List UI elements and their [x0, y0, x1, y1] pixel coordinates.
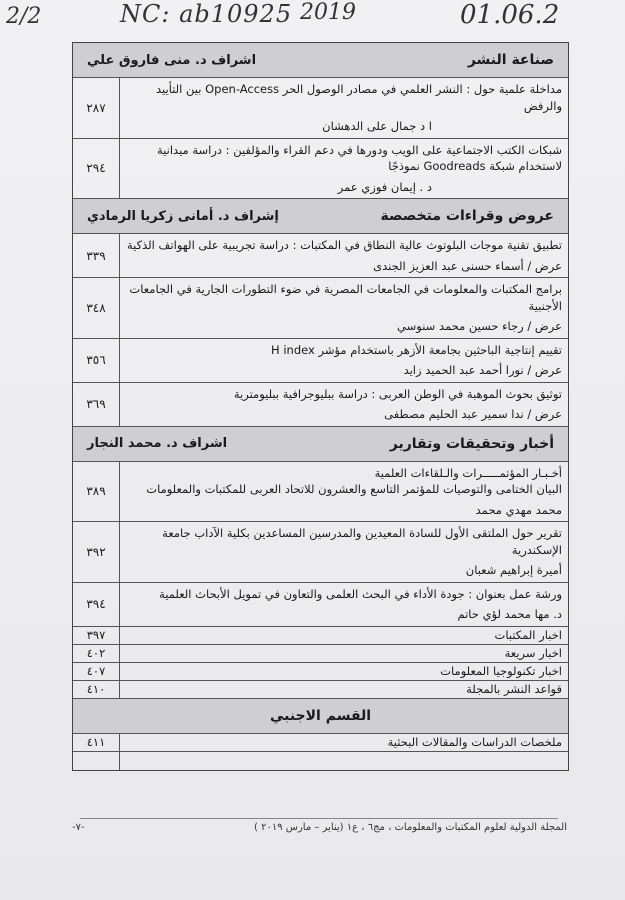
entry-title: توثيق بحوث الموهبة في الوطن العربى : دراسة ببليوجرافية ببليومترية	[233, 386, 562, 401]
entry-title: تطبيق تقنية موجات البلوتوث عالية النطاق في المكتبات : دراسة تجريبية على الهواتف الذكية	[127, 238, 562, 252]
entry-title: ملخصات الدراسات والمقالات البحثية	[387, 734, 562, 749]
handwritten-code: 2019	[300, 0, 356, 25]
entry-page-number: ٣٣٩	[73, 234, 120, 277]
section-header-reviews	[73, 199, 568, 234]
handwritten-nc-number: NC: ab10925	[120, 0, 293, 28]
entry-author: عرض / رجاء حسين محمد سنوسي	[397, 319, 562, 333]
entry-page-number: ٣٤٨	[73, 278, 120, 338]
section-supervisor: اشراف د. منى فاروق علي	[87, 52, 257, 68]
entry-title: تقرير حول الملتقى الأول للسادة المعيدين والمدرسين المساعدين بكلية الآداب جامعة الإسكندرية	[162, 526, 562, 557]
entry-title: اخبار المكتبات	[494, 627, 562, 642]
toc-blank-row	[73, 752, 568, 770]
entry-page-number: ٤١١	[73, 734, 120, 751]
footer-divider	[80, 818, 558, 819]
toc-entry	[73, 522, 568, 583]
toc-entry	[73, 78, 568, 139]
toc-entry	[73, 383, 568, 427]
toc-entry	[73, 139, 568, 200]
table-of-contents	[72, 42, 569, 771]
section-header-news	[73, 427, 568, 462]
toc-entry	[73, 627, 568, 645]
entry-author: د . إيمان فوزي عمر	[337, 179, 432, 194]
entry-author: عرض / ندا سمير عبد الحليم مصطفى	[384, 407, 562, 421]
entry-title: برامج المكتبات والمعلومات في الجامعات المصرية في ضوء التطورات الجارية في الجامعات الأجنبية	[129, 282, 562, 313]
entry-author: عرض / نورا أحمد عبد الحميد زايد	[403, 363, 562, 377]
entry-title: قواعد النشر بالمجلة	[466, 681, 562, 696]
entry-page-number: ٢٨٧	[73, 78, 120, 138]
entry-title: ورشة عمل بعنوان : جودة الأداء في البحث العلمى والتعاون في تمويل الأبحاث العلمية	[159, 586, 562, 601]
entry-title: شبكات الكتب الاجتماعية على الويب ودورها في دعم القراء والمؤلفين : دراسة ميدانية لاستخدام شبكة Goodreads نموذجًا	[157, 142, 562, 173]
entry-page-number: ٢٩٤	[73, 139, 120, 199]
entry-author: د. مها محمد لؤي حاتم	[457, 607, 562, 621]
section-title: عروض وقراءات متخصصة	[380, 208, 554, 224]
toc-entry	[73, 645, 568, 663]
toc-entry	[73, 234, 568, 278]
entry-author: أميرة إبراهيم شعبان	[465, 563, 562, 577]
toc-entry	[73, 278, 568, 339]
entry-page-number: ٤٠٧	[73, 663, 120, 680]
footer-page-number: -٧-	[72, 822, 85, 833]
section-supervisor: إشراف د. أمانى زكريا الرمادي	[87, 208, 279, 224]
entry-page-number: ٣٩٧	[73, 627, 120, 644]
section-supervisor: اشراف د. محمد النجار	[87, 436, 228, 451]
entry-page-number: ٣٩٢	[73, 522, 120, 582]
section-title: صناعة النشر	[467, 52, 554, 68]
section-title: القسم الاجنبي	[269, 707, 372, 724]
entry-page-number: ٣٩٤	[73, 583, 120, 626]
page-footer	[72, 822, 567, 833]
section-header-publishing	[73, 43, 568, 78]
entry-page-number: ٤٠٢	[73, 645, 120, 662]
toc-entry	[73, 663, 568, 681]
toc-entry	[73, 681, 568, 699]
section-header-foreign	[73, 699, 568, 734]
footer-journal-citation: المجلة الدولية لعلوم المكتبات والمعلومات ، مج٦ ، ع١ (يناير – مارس ٢٠١٩ )	[253, 822, 567, 833]
entry-author: عرض / أسماء حسنى عبد العزيز الجندى	[373, 258, 562, 273]
toc-entry	[73, 462, 568, 523]
entry-title: مداخلة علمية حول : النشر العلمي في مصادر الوصول الحر Open-Access بين التأييد والرفض	[156, 82, 562, 113]
handwritten-page-mark: 2/2	[6, 4, 42, 29]
entry-title: تقييم إنتاجية الباحثين بجامعة الأزهر باستخدام مؤشر H index	[271, 342, 562, 357]
entry-page-number: ٣٨٩	[73, 462, 120, 522]
toc-entry	[73, 734, 568, 752]
entry-page-number: ٤١٠	[73, 681, 120, 698]
toc-entry	[73, 583, 568, 627]
entry-title: اخبار تكنولوجيا المعلومات	[440, 663, 562, 678]
section-title: أخبار وتحقيقات وتقارير	[389, 435, 554, 452]
entry-title: البيان الختامى والتوصيات للمؤتمر التاسع والعشرون للاتحاد العربى للمكتبات والمعلومات	[146, 482, 562, 496]
entry-page-number: ٣٥٦	[73, 339, 120, 382]
toc-entry	[73, 339, 568, 383]
handwritten-date: 01.06.2	[460, 0, 560, 30]
entry-author: محمد مهدي محمد	[475, 502, 562, 517]
entry-heading: أخـبـار المؤتمـــــرات والـلقاءات العلمية	[374, 465, 562, 480]
entry-title: اخبار سريعة	[504, 645, 562, 660]
entry-page-number: ٣٦٩	[73, 383, 120, 426]
entry-author: ا د جمال على الدهشان	[322, 119, 432, 133]
